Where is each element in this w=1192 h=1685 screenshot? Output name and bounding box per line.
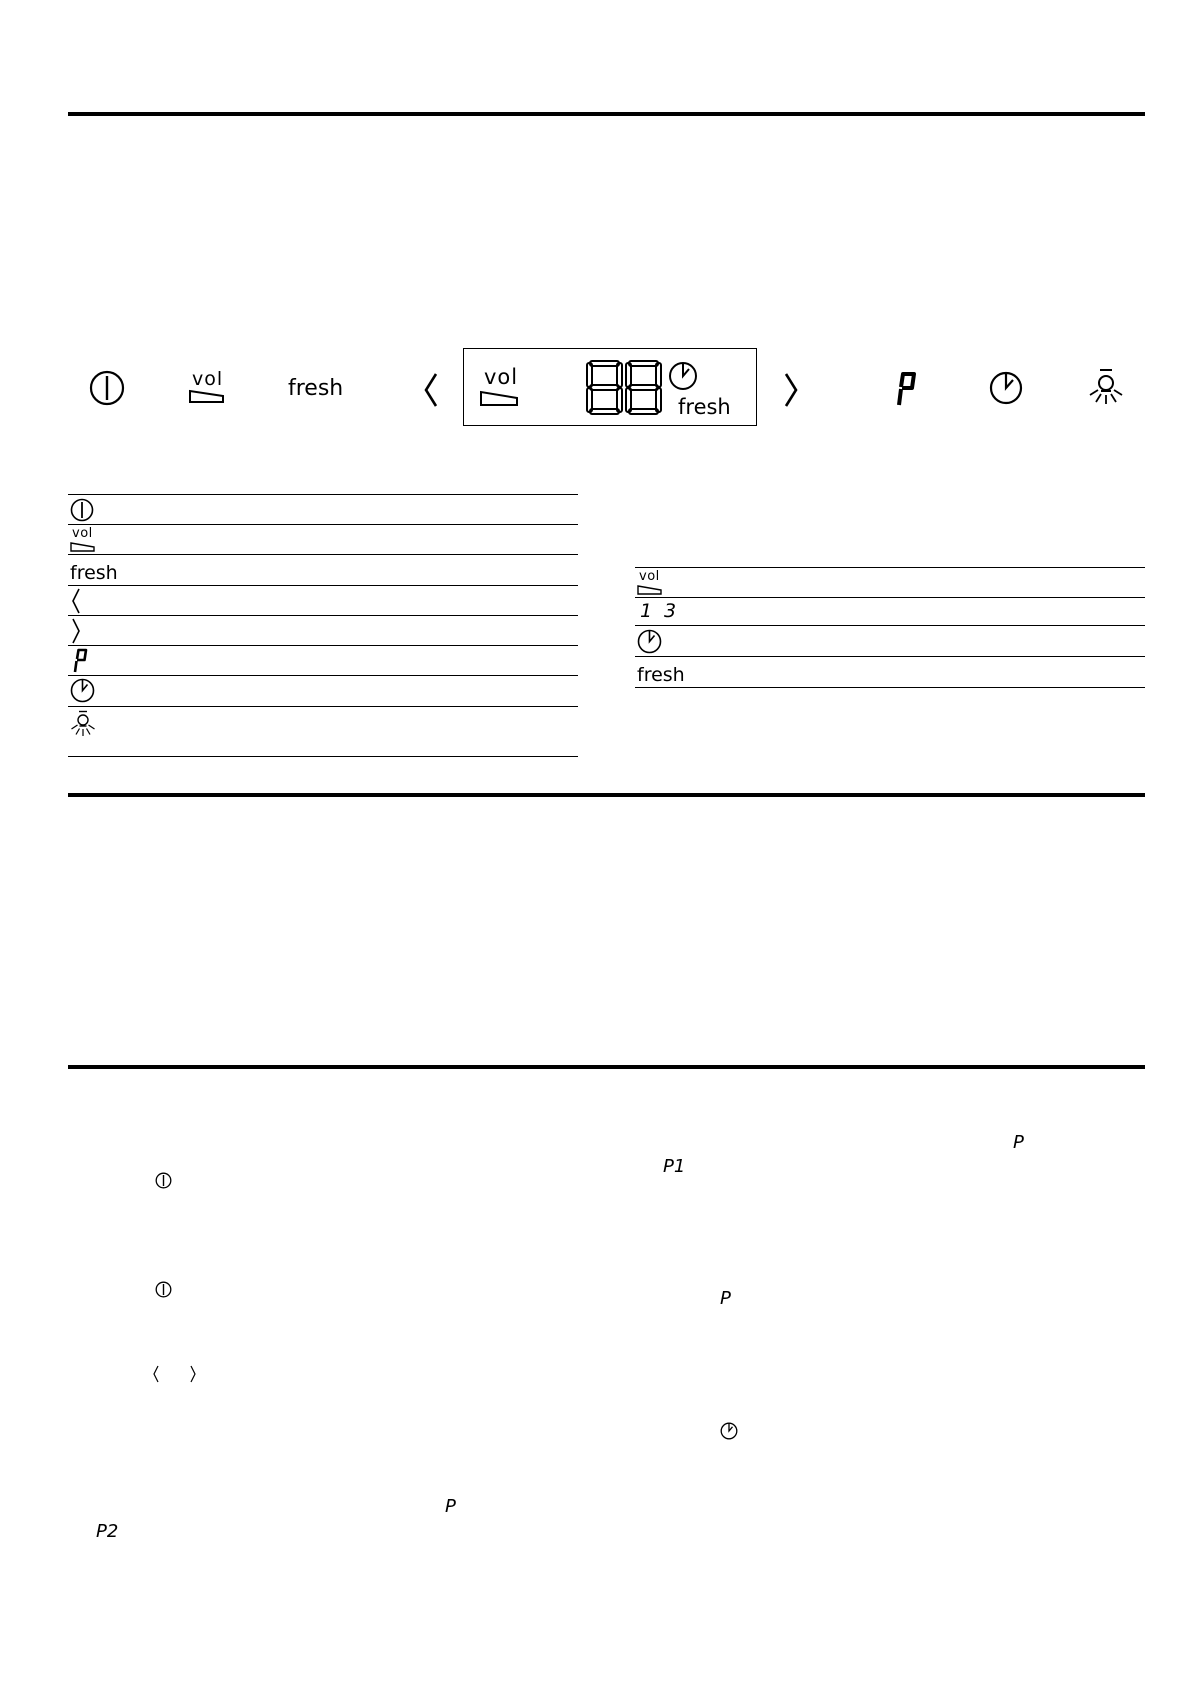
legend-range-to: 3 [664, 600, 677, 622]
legend-chevron-right-icon [70, 618, 82, 644]
legend-left-rule [68, 585, 578, 586]
display-volume-wedge-icon [480, 389, 520, 407]
legend-power-icon [70, 498, 94, 522]
section-rule-bottom [68, 1065, 1145, 1069]
inline-program-p: P [720, 1288, 731, 1309]
power-button-icon[interactable] [89, 370, 125, 406]
inline-power-icon [155, 1172, 172, 1189]
legend-left-rule [68, 706, 578, 707]
legend-program-p-icon [72, 648, 88, 674]
legend-right-vol-label: vol [639, 569, 660, 584]
display-timer-icon [668, 361, 698, 391]
section-rule-middle [68, 793, 1145, 797]
legend-volume-wedge-icon [70, 541, 96, 553]
legend-right-timer-icon [637, 629, 662, 654]
legend-left-rule [68, 645, 578, 646]
legend-left-rule [68, 615, 578, 616]
fresh-button[interactable]: fresh [288, 376, 344, 401]
inline-timer-icon [720, 1422, 738, 1440]
legend-left-rule [68, 756, 578, 757]
display-panel [463, 348, 757, 426]
legend-right-rule [635, 567, 1145, 568]
legend-range-from: 1 [640, 600, 653, 622]
vol-label: vol [192, 368, 224, 390]
legend-left-rule [68, 494, 578, 495]
legend-chevron-left-icon [70, 588, 82, 614]
legend-vol-label: vol [72, 526, 93, 541]
light-button-icon[interactable] [1088, 368, 1124, 406]
chevron-right-icon[interactable] [782, 372, 800, 408]
program-p-icon [893, 371, 917, 407]
legend-left-rule [68, 524, 578, 525]
display-vol-label: vol [484, 365, 519, 389]
inline-program-p: P [445, 1496, 456, 1517]
volume-wedge-icon [189, 388, 225, 404]
inline-chevron-left-icon [152, 1364, 160, 1384]
legend-right-rule [635, 597, 1145, 598]
display-fresh-label: fresh [678, 395, 731, 419]
legend-left-rule [68, 675, 578, 676]
inline-power-icon [155, 1281, 172, 1298]
legend-right-fresh-label: fresh [637, 664, 685, 686]
legend-right-rule [635, 625, 1145, 626]
display-digits [587, 359, 661, 417]
vol-button[interactable] [186, 370, 226, 406]
legend-fresh-label: fresh [70, 562, 118, 584]
timer-button-icon[interactable] [989, 371, 1023, 405]
chevron-left-icon[interactable] [422, 372, 440, 408]
legend-right-rule [635, 656, 1145, 657]
legend-light-icon [70, 710, 96, 738]
inline-chevron-right-icon [189, 1364, 197, 1384]
legend-right-rule [635, 687, 1145, 688]
legend-right-volume-wedge-icon [637, 584, 663, 596]
inline-program-p: P [1013, 1132, 1024, 1153]
section-rule-top [68, 112, 1145, 116]
inline-program-p1: P1 [663, 1156, 686, 1177]
program-button[interactable] [893, 371, 917, 407]
legend-timer-icon [70, 678, 95, 703]
inline-program-p2: P2 [96, 1521, 119, 1542]
legend-left-rule [68, 554, 578, 555]
